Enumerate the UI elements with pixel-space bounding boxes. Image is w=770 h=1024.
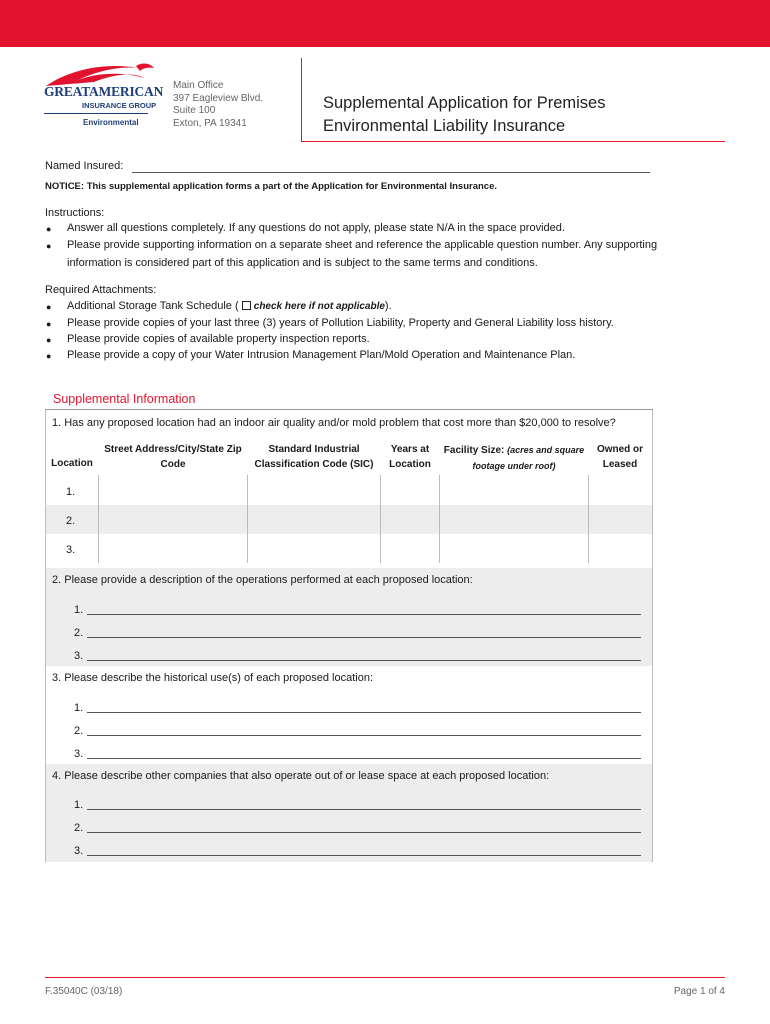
logo-divider bbox=[44, 113, 148, 114]
answer-number: 3. bbox=[74, 748, 84, 760]
answer-field[interactable] bbox=[87, 735, 641, 736]
address-line: Exton, PA 19341 bbox=[173, 117, 247, 129]
instruction-item: Please provide supporting information on a separate sheet and reference the applicable question number. Any supporting bbox=[67, 239, 658, 251]
answer-field[interactable] bbox=[87, 637, 641, 638]
top-color-bar bbox=[0, 0, 770, 47]
column-divider bbox=[247, 475, 248, 563]
bullet-icon: ● bbox=[46, 224, 52, 234]
table-row-number: 1. bbox=[66, 486, 76, 498]
attachment-item: Please provide copies of your last three (3) years of Pollution Liability, Property and General Liability loss history. bbox=[67, 317, 614, 329]
instruction-item: Answer all questions completely. If any questions do not apply, please state N/A in the space provided. bbox=[67, 222, 565, 234]
column-header-owned-leased: Owned or Leased bbox=[596, 444, 644, 470]
office-address bbox=[173, 80, 263, 130]
column-header-facility-size: Facility Size: (acres and square footage under roof) bbox=[443, 445, 585, 471]
question-3: 3. Please describe the historical use(s) of each proposed location: bbox=[52, 672, 374, 684]
answer-number: 1. bbox=[74, 799, 84, 811]
question-2: 2. Please provide a description of the operations performed at each proposed location: bbox=[52, 574, 473, 586]
section-title: Supplemental Information bbox=[53, 392, 196, 406]
logo-division: Environmental bbox=[83, 118, 139, 127]
address-line: Main Office bbox=[173, 80, 224, 91]
column-header-street-address: Street Address/City/State Zip Code bbox=[104, 444, 242, 470]
answer-number: 2. bbox=[74, 725, 84, 737]
company-logo bbox=[44, 60, 164, 132]
column-divider bbox=[588, 475, 589, 563]
answer-number: 2. bbox=[74, 822, 84, 834]
title-underline bbox=[301, 141, 725, 142]
not-applicable-checkbox[interactable] bbox=[242, 301, 251, 310]
document-title bbox=[323, 92, 605, 138]
attachment-text: Additional Storage Tank Schedule ( bbox=[67, 300, 242, 312]
table-row-shade bbox=[46, 505, 652, 534]
answer-field[interactable] bbox=[87, 832, 641, 833]
header-divider bbox=[301, 58, 302, 141]
column-header-location: Location bbox=[51, 458, 93, 469]
instructions-label: Instructions: bbox=[45, 207, 105, 219]
column-divider bbox=[380, 475, 381, 563]
instruction-item-continued: information is considered part of this application and is subject to the same terms and conditions. bbox=[67, 257, 538, 269]
address-line: Suite 100 bbox=[173, 105, 216, 117]
attachments-label: Required Attachments: bbox=[45, 284, 157, 296]
table-row-number: 3. bbox=[66, 544, 76, 556]
column-header-years: Years at Location bbox=[389, 444, 431, 470]
attachment-item: Please provide a copy of your Water Intrusion Management Plan/Mold Operation and Maintenance Plan. bbox=[67, 349, 576, 361]
answer-field[interactable] bbox=[87, 758, 641, 759]
answer-number: 2. bbox=[74, 627, 84, 639]
table-row-number: 2. bbox=[66, 515, 76, 527]
address-line: 397 Eagleview Blvd. bbox=[173, 92, 264, 104]
column-header-sic: Standard Industrial Classification Code (SIC) bbox=[254, 444, 374, 470]
answer-number: 3. bbox=[74, 650, 84, 662]
attachment-item-storage-tank bbox=[67, 300, 392, 312]
answer-field[interactable] bbox=[87, 614, 641, 615]
title-line-2: Environmental Liability Insurance bbox=[323, 117, 566, 135]
page-number: Page 1 of 4 bbox=[673, 986, 725, 997]
logo-brand-name: GREATAMERICAN bbox=[44, 84, 164, 99]
answer-field[interactable] bbox=[87, 660, 641, 661]
answer-number: 1. bbox=[74, 702, 84, 714]
bullet-icon: ● bbox=[46, 335, 52, 345]
column-divider bbox=[439, 475, 440, 563]
question-4: 4. Please describe other companies that also operate out of or lease space at each proposed location: bbox=[52, 770, 550, 782]
named-insured-label: Named Insured: bbox=[45, 160, 124, 172]
footer-rule bbox=[45, 977, 725, 978]
answer-number: 1. bbox=[74, 604, 84, 616]
answer-field[interactable] bbox=[87, 855, 641, 856]
answer-field[interactable] bbox=[87, 809, 641, 810]
column-divider bbox=[98, 475, 99, 563]
attachment-item: Please provide copies of available property inspection reports. bbox=[67, 333, 370, 345]
title-line-1: Supplemental Application for Premises bbox=[323, 94, 606, 112]
attachment-text-suffix: ). bbox=[384, 300, 392, 312]
bullet-icon: ● bbox=[46, 351, 52, 361]
named-insured-field[interactable] bbox=[132, 172, 650, 173]
bullet-icon: ● bbox=[46, 241, 52, 251]
checkbox-label: check here if not applicable bbox=[253, 301, 385, 312]
question-1: 1. Has any proposed location had an indoor air quality and/or mold problem that cost more than $20,000 to resolve? bbox=[52, 417, 616, 429]
bullet-icon: ● bbox=[46, 319, 52, 329]
answer-field[interactable] bbox=[87, 712, 641, 713]
logo-brand-group: INSURANCE GROUP bbox=[82, 101, 157, 110]
bullet-icon: ● bbox=[46, 302, 52, 312]
answer-number: 3. bbox=[74, 845, 84, 857]
form-id: F.35040C (03/18) bbox=[45, 986, 123, 997]
notice-text: NOTICE: This supplemental application forms a part of the Application for Environmental Insurance. bbox=[45, 181, 498, 192]
